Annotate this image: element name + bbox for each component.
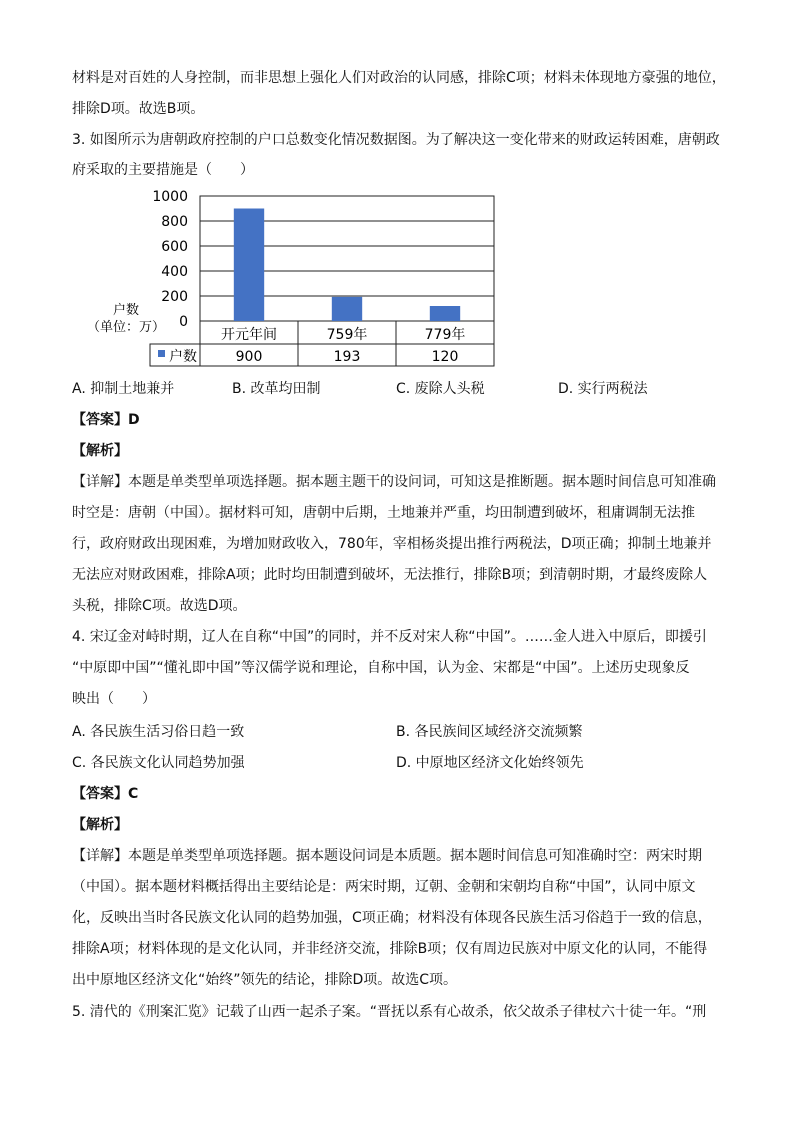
question-stem: 5. 清代的《刑案汇览》记载了山西一起杀子案。“晋抚以系有心故杀，依父故杀子律杖六十徒一年。“刑 [72, 1004, 707, 1020]
explanation-line: 时空是：唐朝（中国）。据材料可知，唐朝中后期，土地兼并严重，均田制遭到破坏，租庸调制无法推 [72, 505, 695, 521]
option-a[interactable]: A. 各民族生活习俗日趋一致 [72, 724, 245, 740]
bar [234, 209, 264, 322]
y-tick-label: 0 [179, 314, 188, 330]
text-line: 排除D项。故选B项。 [72, 101, 205, 117]
question-stem: 府采取的主要措施是（ ） [72, 162, 254, 178]
explanation-line: 头税，排除C项。故选D项。 [72, 598, 247, 614]
answer-label: 【答案】D [72, 412, 140, 428]
question-stem: “中原即中国”“懂礼即中国”等汉儒学说和理论，自称中国，认为金、宋都是“中国”。上述历史现象反 [72, 660, 690, 676]
explanation-line: 排除A项；材料体现的是文化认同，并非经济交流，排除B项；仅有周边民族对中原文化的认同，不能得 [72, 941, 708, 957]
data-table [150, 321, 494, 366]
explanation-line: 【详解】本题是单类型单项选择题。据本题主题干的设问词，可知这是推断题。据本题时间信息可知准确 [72, 474, 716, 490]
option-c[interactable]: C. 废除人头税 [396, 381, 485, 397]
option-c[interactable]: C. 各民族文化认同趋势加强 [72, 755, 245, 771]
data-label: 193 [333, 349, 361, 365]
bar [430, 306, 460, 321]
household-bar-chart [80, 186, 510, 372]
text-line: 材料是对百姓的人身控制，而非思想上强化人们对政治的认同感，排除C项；材料未体现地方豪强的地位， [72, 70, 726, 86]
category-label: 开元年间 [221, 327, 277, 343]
explanation-line: 无法应对财政困难，排除A项；此时均田制遭到破坏，无法推行，排除B项；到清朝时期，才最终废除人 [72, 567, 708, 583]
y-axis-unit: （单位：万） [86, 320, 166, 335]
legend-swatch [158, 350, 165, 357]
analysis-label: 【解析】 [72, 817, 128, 833]
question-stem: 3. 如图所示为唐朝政府控制的户口总数变化情况数据图。为了解决这一变化带来的财政运转困难，唐朝政 [72, 132, 720, 148]
legend-label: 户数 [169, 349, 197, 365]
y-tick-label: 200 [161, 289, 188, 305]
category-label: 779年 [424, 327, 466, 343]
analysis-label: 【解析】 [72, 443, 128, 459]
explanation-line: 出中原地区经济文化“始终”领先的结论，排除D项。故选C项。 [72, 972, 458, 988]
data-label: 120 [431, 349, 459, 365]
y-tick-label: 800 [161, 214, 188, 230]
y-tick-label: 400 [161, 264, 188, 280]
bar [332, 297, 362, 321]
option-a[interactable]: A. 抑制土地兼并 [72, 381, 175, 397]
bars [234, 209, 460, 322]
option-b[interactable]: B. 各民族间区域经济交流频繁 [396, 724, 583, 740]
question-stem: 映出（ ） [72, 691, 156, 707]
y-axis-label: 户数 [112, 303, 140, 318]
y-tick-label: 1000 [152, 189, 188, 205]
explanation-line: （中国）。据本题材料概括得出主要结论是：两宋时期，辽朝、金朝和宋朝均自称“中国”，认同中原文 [72, 879, 696, 895]
data-label: 900 [235, 349, 263, 365]
question-stem: 4. 宋辽金对峙时期，辽人在自称“中国”的同时，并不反对宋人称“中国”。……金人进入中原后，即援引 [72, 629, 707, 645]
option-d[interactable]: D. 实行两税法 [558, 381, 648, 397]
explanation-line: 化，反映出当时各民族文化认同的趋势加强，C项正确；材料没有体现各民族生活习俗趋于一致的信息， [72, 910, 712, 926]
option-d[interactable]: D. 中原地区经济文化始终领先 [396, 755, 584, 771]
option-b[interactable]: B. 改革均田制 [232, 381, 321, 397]
category-label: 759年 [326, 327, 368, 343]
answer-label: 【答案】C [72, 786, 139, 802]
explanation-line: 【详解】本题是单类型单项选择题。据本题设问词是本质题。据本题时间信息可知准确时空：两宋时期 [72, 848, 702, 864]
y-tick-label: 600 [161, 239, 188, 255]
explanation-line: 行，政府财政出现困难，为增加财政收入，780年，宰相杨炎提出推行两税法，D项正确；抑制土地兼并 [72, 536, 712, 552]
y-tick-labels [152, 189, 188, 330]
